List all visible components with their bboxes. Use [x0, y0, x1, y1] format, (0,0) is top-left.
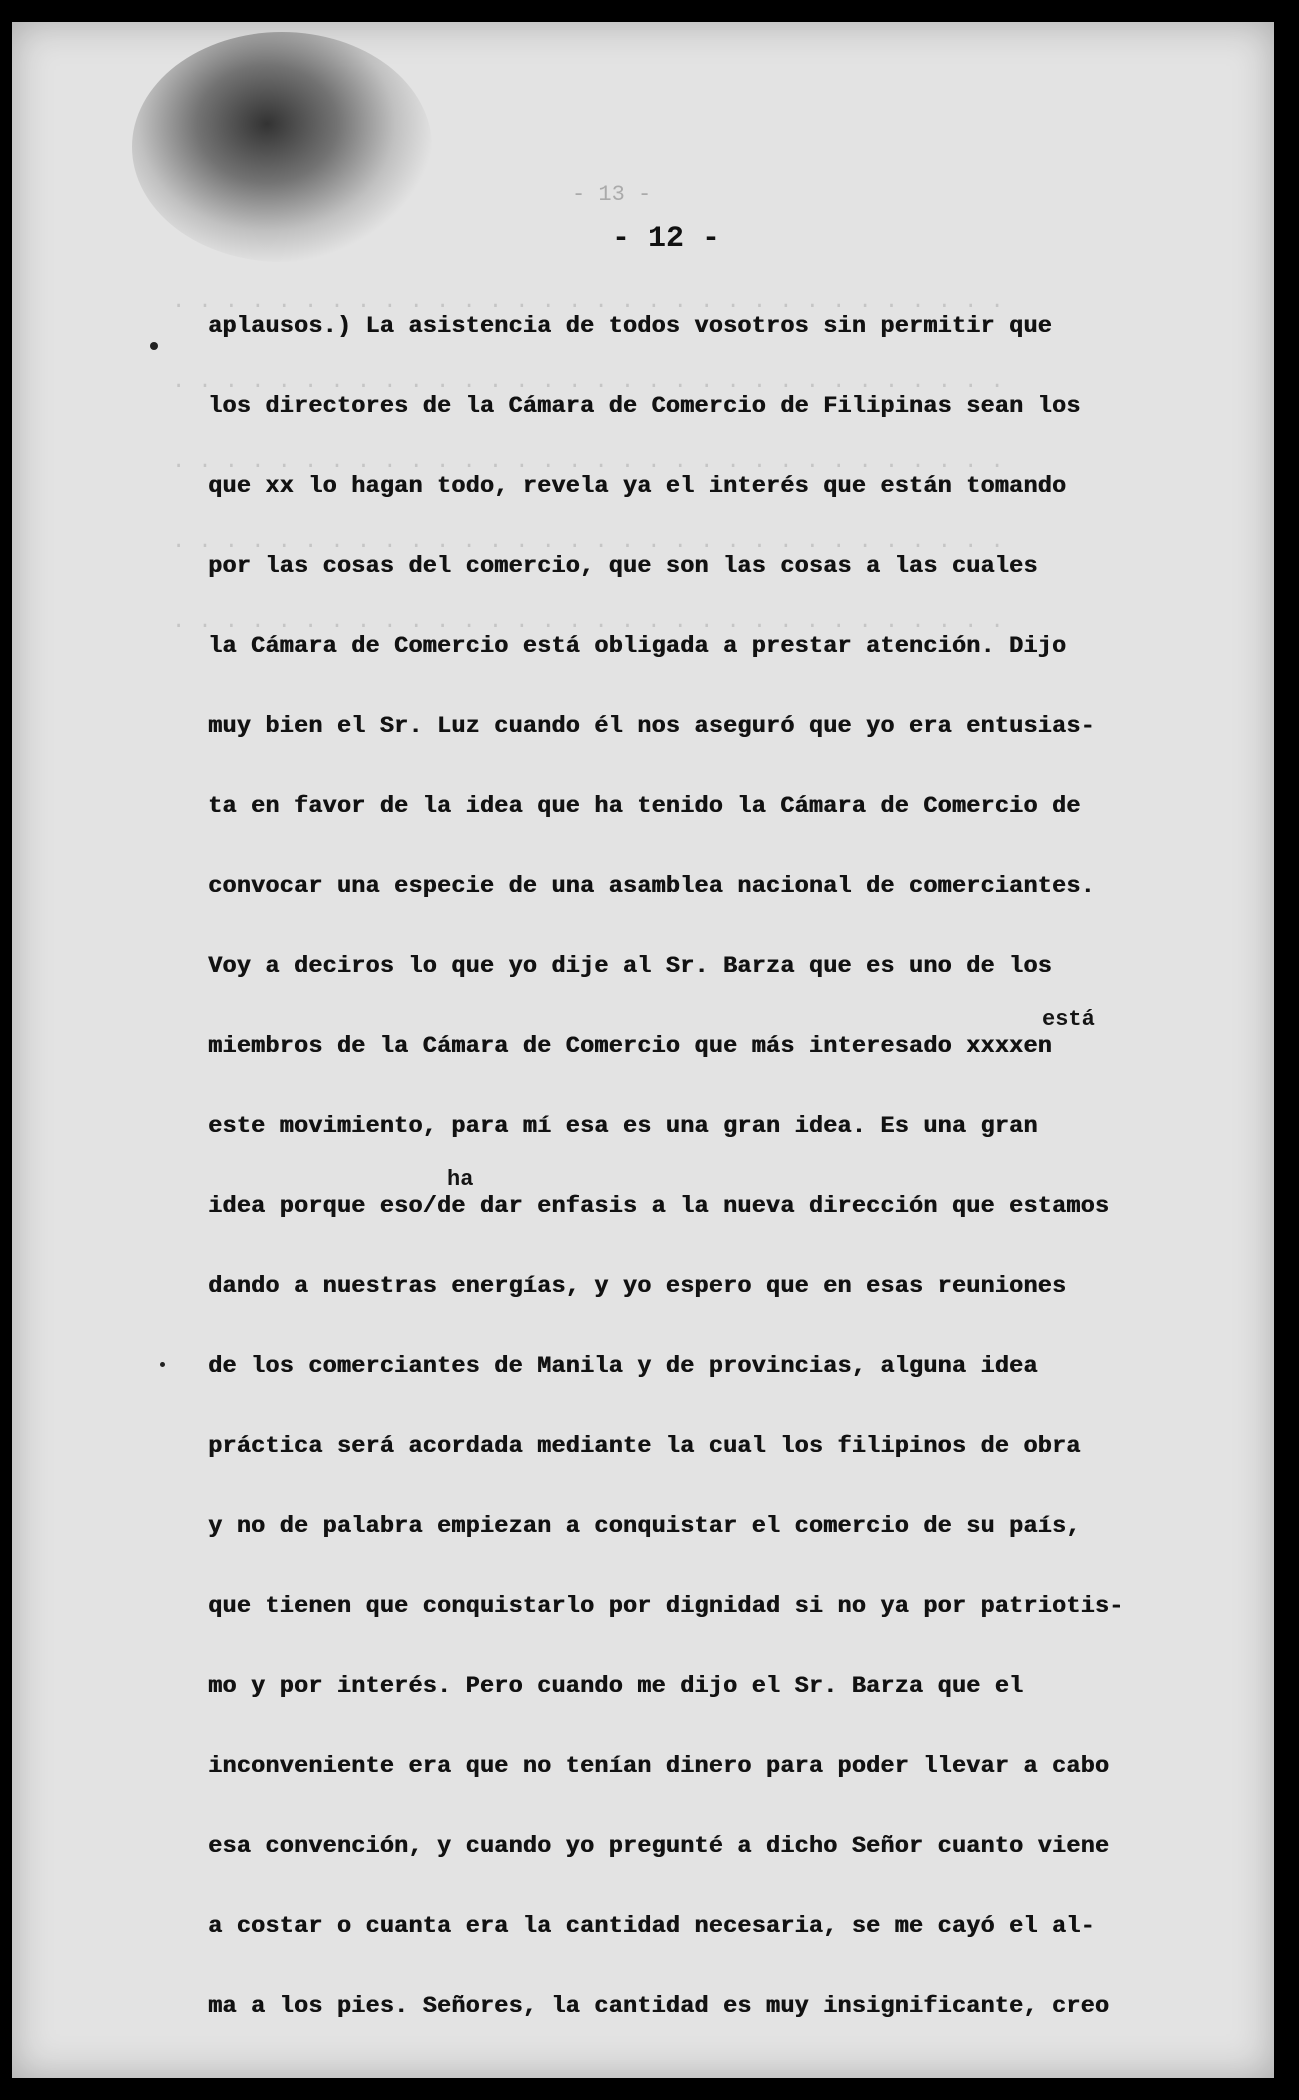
- text-line: convocar una especie de una asamblea nacional de comerciantes.: [208, 873, 1095, 900]
- text-line: y no de palabra empiezan a conquistar el comercio de su país,: [208, 1513, 1081, 1540]
- text-line: práctica será acordada mediante la cual los filipinos de obra: [208, 1433, 1081, 1460]
- text-line: muy bien el Sr. Luz cuando él nos aseguró que yo era entusias-: [208, 713, 1095, 740]
- text-line: de los comerciantes de Manila y de provincias, alguna idea: [208, 1353, 1038, 1380]
- text-line: ma a los pies. Señores, la cantidad es muy insignificante, creo: [208, 1993, 1110, 2020]
- margin-dot: [160, 1362, 165, 1367]
- text-line: idea porque eso/de dar enfasis a la nueva dirección que estamos: [208, 1193, 1110, 1220]
- text-line: aplausos.) La asistencia de todos vosotros sin permitir que: [208, 313, 1052, 340]
- text-line: a costar o cuanta era la cantidad necesaria, se me cayó el al-: [208, 1913, 1095, 1940]
- page-number: - 12 -: [612, 222, 721, 256]
- handwritten-insertion-esta: está: [1042, 1007, 1095, 1032]
- text-line: mo y por interés. Pero cuando me dijo el Sr. Barza que el: [208, 1673, 1024, 1700]
- page-number-bleed: - 13 -: [572, 182, 652, 207]
- ink-stain: [132, 32, 432, 262]
- text-line: Voy a deciros lo que yo dije al Sr. Barza que es uno de los: [208, 953, 1052, 980]
- text-line: esa convención, y cuando yo pregunté a dicho Señor cuanto viene: [208, 1833, 1110, 1860]
- margin-dot: [150, 342, 158, 350]
- typewritten-body: [208, 305, 1218, 2065]
- text-line: dando a nuestras energías, y yo espero que en esas reuniones: [208, 1273, 1067, 1300]
- text-line: miembros de la Cámara de Comercio que más interesado xxxxen: [208, 1033, 1052, 1060]
- text-line: este movimiento, para mí esa es una gran idea. Es una gran: [208, 1113, 1038, 1140]
- text-line: por las cosas del comercio, que son las cosas a las cuales: [208, 553, 1038, 580]
- text-line: los directores de la Cámara de Comercio de Filipinas sean los: [208, 393, 1081, 420]
- text-line: la Cámara de Comercio está obligada a prestar atención. Dijo: [208, 633, 1067, 660]
- text-line: que tienen que conquistarlo por dignidad si no ya por patriotis-: [208, 1593, 1124, 1620]
- text-line: ta en favor de la idea que ha tenido la Cámara de Comercio de: [208, 793, 1081, 820]
- text-line: inconveniente era que no tenían dinero para poder llevar a cabo: [208, 1753, 1110, 1780]
- handwritten-insertion-ha: ha: [447, 1167, 474, 1192]
- bleed-through-background: . . . . . . . . . . . . . . . . . . . . . . . . . . . . . . . . . . . . . . . . . . . . . . . . . . . . . . . . . . . . . . . . . . . . . . . . . . . . . . . . . . . . . . . . . . . . . . . . . . . . . . . . . . . . . . . . . . . . . . . . . . . . . . . . . . . . . . . . . . . . . . . . . . . . . . . . . . . . . . . .: [172, 289, 1004, 634]
- text-line: que xx lo hagan todo, revela ya el interés que están tomando: [208, 473, 1067, 500]
- document-page: [12, 22, 1274, 2078]
